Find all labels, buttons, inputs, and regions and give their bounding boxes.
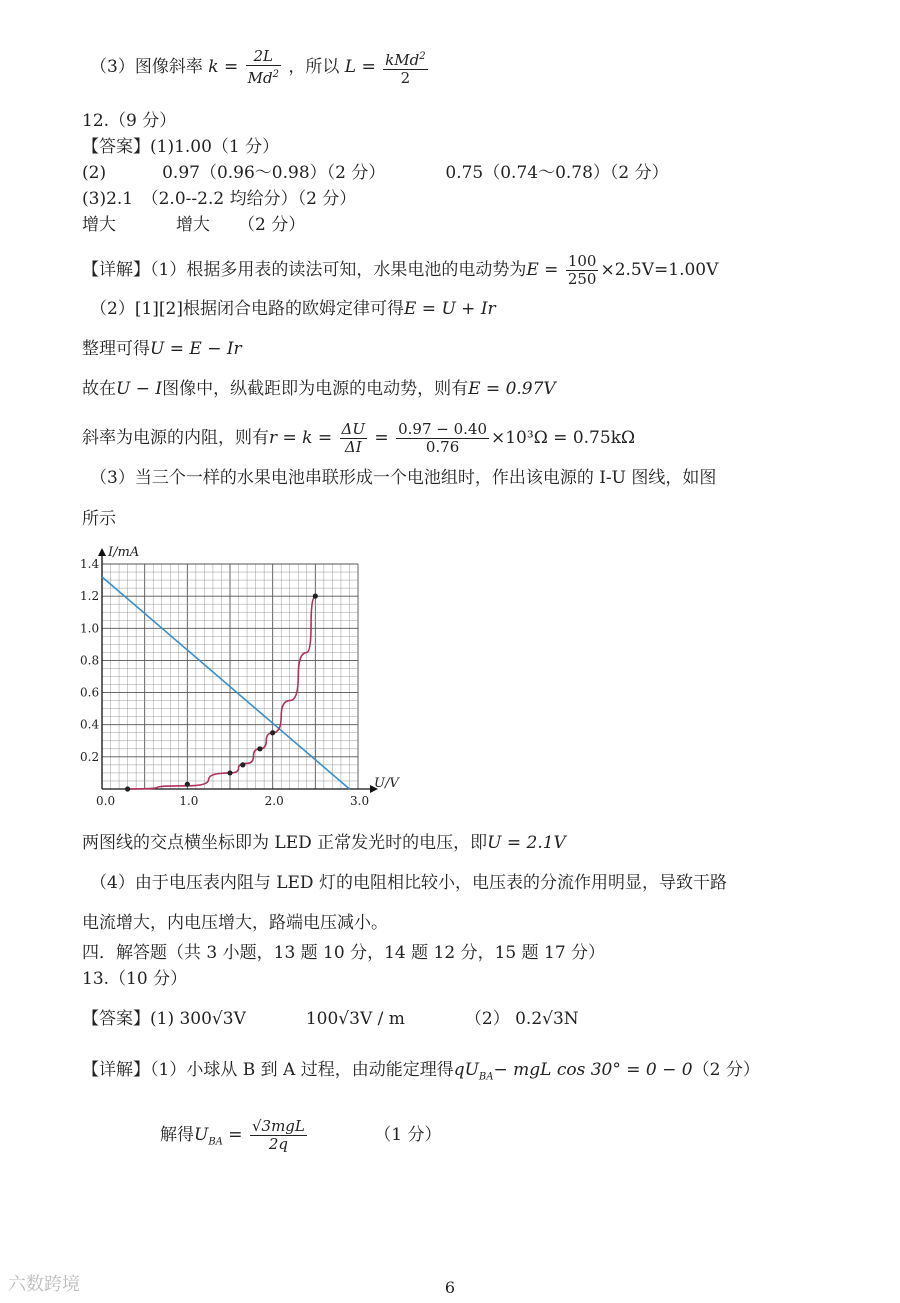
page-number: 6	[444, 1278, 456, 1297]
a2: 100√3V / m	[305, 1009, 405, 1029]
sep: ，所以	[288, 57, 340, 77]
frac-num: 2L	[246, 48, 281, 66]
a1: (1) 300√3V	[150, 1009, 246, 1029]
num2-text: kMd	[385, 51, 420, 69]
detail-line10: 电流增大，内电压增大，路端电压减小。	[82, 913, 388, 933]
x-axis-label: U/V	[374, 776, 399, 791]
var: E	[526, 260, 539, 280]
label: 【答案】	[82, 1009, 150, 1029]
tail: ×10³Ω = 0.75kΩ	[491, 428, 636, 448]
text: 解得	[160, 1125, 194, 1145]
num: √3mgL	[251, 1117, 305, 1135]
answer-idx: (2)	[82, 163, 107, 183]
eq: U = E − Ir	[150, 339, 242, 359]
q13-answer	[82, 1008, 579, 1030]
answer-label: 【答案】	[82, 137, 150, 157]
data-point	[125, 786, 130, 791]
frac-k	[246, 48, 281, 87]
text: （2）[1][2]根据闭合电路的欧姆定律可得	[90, 299, 404, 319]
text: 整理可得	[82, 339, 150, 359]
eq: E = U + Ir	[403, 299, 496, 319]
answer-line2	[82, 162, 669, 184]
x-tick-label: 3.0	[350, 794, 370, 808]
data-point	[313, 594, 318, 599]
a4-1: 增大	[82, 215, 116, 235]
text: 斜率为电源的内阻，则有	[82, 428, 269, 448]
y-axis-label: I/mA	[108, 545, 140, 560]
pts: （1 分）	[374, 1125, 442, 1145]
y-tick-label: 1.4	[80, 557, 100, 571]
text: 故在	[82, 379, 116, 399]
detail-line4	[82, 378, 556, 400]
answer-line1	[82, 136, 279, 158]
U: U	[194, 1125, 209, 1145]
detail-line9: （4）由于电压表内阻与 LED 灯的电阻相比较小，电压表的分流作用明显，导致干路	[90, 873, 727, 893]
text: 【详解】（1）小球从 B 到 A 过程，由动能定理得	[82, 1060, 454, 1080]
sub: BA	[208, 1136, 223, 1148]
n1: ΔU	[341, 420, 366, 438]
detail-line7: 所示	[82, 509, 116, 529]
slope-line: （3）图像斜率 k = $\frac{2L}{Md^2}$ ，所以 L = $\frac{kMd^2}{2}$	[90, 47, 426, 87]
detail-line2	[90, 298, 496, 320]
y-tick-label: 0.4	[80, 717, 100, 732]
frac1	[340, 421, 367, 456]
answer-line3: (3)2.1 （2.0--2.2 均给分）（2 分）	[82, 189, 357, 209]
eq: E = 0.97V	[468, 379, 556, 399]
frac	[250, 1118, 307, 1153]
a4-2: 增大	[176, 215, 210, 235]
y-tick-label: 0.2	[80, 749, 100, 764]
detail-line3	[82, 338, 242, 360]
answer-v1: 0.97（0.96～0.98）（2 分）	[162, 163, 386, 183]
tail: ×2.5V=1.00V	[600, 260, 719, 280]
data-point	[270, 730, 275, 735]
y-tick-label: 0.6	[80, 685, 100, 700]
frac-den2: 2	[400, 69, 411, 87]
text: 两图线的交点横坐标即为 LED 正常发光时的电压，即	[82, 833, 488, 853]
y-tick-label: 0.8	[80, 653, 100, 668]
x-tick-label: 2.0	[264, 794, 284, 808]
q13-title: 13.（10 分）	[82, 969, 188, 989]
text: 【详解】（1）根据多用表的读法可知，水果电池的电动势为	[82, 260, 527, 280]
n2: 0.97 − 0.40	[398, 420, 487, 438]
data-point	[257, 746, 262, 751]
detail-line8	[82, 832, 566, 854]
iu-chart	[80, 542, 410, 812]
var-k: k	[208, 57, 219, 77]
y-tick-label: 1.0	[80, 621, 100, 636]
detail-line5: 斜率为电源的内阻，则有r = k = $\frac{\Delta U}{\Delta I}$ = $\frac{0.97 - 0.40}{0.76}$ ×10³Ω = 0.75kΩ	[82, 420, 636, 456]
answer-line4	[82, 214, 305, 236]
q12-title: 12.（9 分）	[82, 111, 177, 131]
num: 100	[567, 252, 597, 270]
q13-detail2: 解得$U_{BA}$ = $\frac{\text{√3mgL}}{2q}$ （1 分）	[160, 1117, 442, 1153]
brand-logo: 六数跨境	[8, 1274, 80, 1295]
answer-v2: 0.75（0.74～0.78）（2 分）	[445, 163, 669, 183]
eq: qU	[453, 1060, 479, 1080]
den-text: Md	[247, 69, 273, 87]
pts: （2 分）	[692, 1060, 760, 1080]
eq2: − mgL cos 30° = 0 − 0	[493, 1060, 693, 1080]
eq: U = 2.1V	[487, 833, 566, 853]
den: 2q	[268, 1135, 288, 1153]
d2: 0.76	[425, 438, 460, 456]
sub: BA	[478, 1071, 494, 1083]
y-tick-label: 1.2	[80, 589, 100, 604]
var-L: L	[344, 57, 357, 77]
y-arrow	[98, 548, 106, 556]
data-point	[227, 770, 232, 775]
data-point	[185, 782, 190, 787]
ui: U − I	[116, 379, 163, 399]
q13-detail1	[82, 1059, 760, 1088]
rk: r = k =	[269, 428, 333, 448]
den: 250	[567, 270, 597, 288]
section4-title: 四．解答题（共 3 小题，13 题 10 分，14 题 12 分，15 题 17 分）	[82, 943, 606, 963]
x-tick-label: 0.0	[96, 794, 116, 808]
a3: （2） 0.2√3N	[464, 1009, 579, 1029]
frac2	[396, 421, 489, 456]
text: （3）图像斜率	[90, 57, 203, 77]
detail-line1: 【详解】（1）根据多用表的读法可知，水果电池的电动势为E = $\frac{100}{250}$ ×2.5V=1.00V	[82, 252, 719, 288]
frac-den: Md$^2$	[247, 69, 279, 87]
eq: =	[223, 57, 239, 77]
a4-3: （2 分）	[238, 215, 306, 235]
x-tick-label: 1.0	[179, 794, 199, 808]
frac-num2: kMd$^2$	[383, 48, 427, 70]
answer-a1: (1)1.00（1 分）	[150, 137, 280, 157]
frac	[566, 253, 599, 288]
frac-L	[383, 48, 427, 87]
data-point	[240, 762, 245, 767]
detail-line6: （3）当三个一样的水果电池串联形成一个电池组时，作出该电源的 I-U 图线，如图	[90, 468, 717, 488]
d1: ΔI	[344, 438, 362, 456]
text2: 图像中，纵截距即为电源的电动势，则有	[162, 379, 469, 399]
